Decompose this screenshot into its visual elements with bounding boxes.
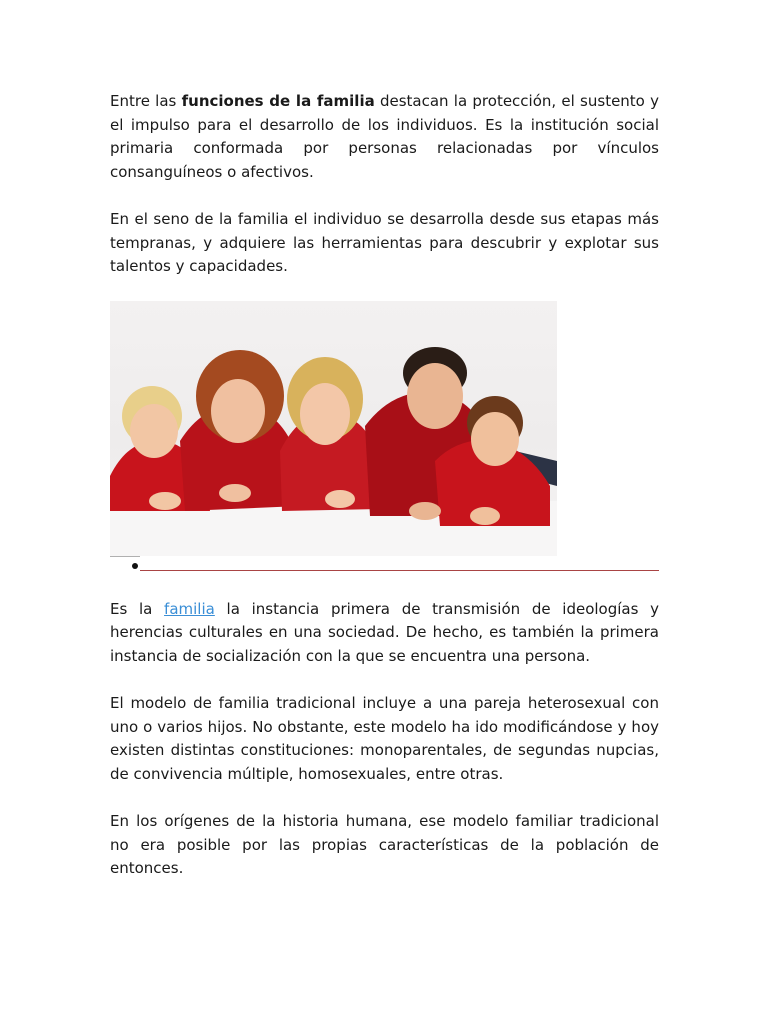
- text-run: Es la: [110, 599, 165, 618]
- text-run: destacan la protección, el sustento y el impulso para el desarrollo de los individuos. Es la institución social primaria conformada por personas relacionadas por vínculos consanguíneos o afectivos.: [110, 92, 659, 181]
- paragraph-modelo-tradicional: El modelo de familia tradicional incluye a una pareja heterosexual con uno o varios hijos. No obstante, este modelo ha ido modificándose y hoy existen distintas constituciones: monoparentales, de segundas nupcias, de convivencia múltiple, homosexuales, entre otras.: [110, 694, 659, 783]
- family-photo: [110, 301, 557, 556]
- text-run: la instancia primera de transmisión de ideologías y herencias culturales en una sociedad. De hecho, es también la primera instancia de socialización con la que se encuentra una persona.: [110, 599, 659, 665]
- horizontal-rule: [140, 570, 659, 571]
- paragraph-instancia: [110, 598, 659, 669]
- bold-phrase: funciones de la familia: [181, 92, 375, 110]
- separator: [110, 556, 659, 578]
- paragraph-origenes: En los orígenes de la historia humana, ese modelo familiar tradicional no era posible por las propias características de la población de entonces.: [110, 812, 659, 877]
- text-run: Entre las: [110, 92, 182, 110]
- separator-stub: [110, 556, 140, 557]
- family-illustration: [110, 301, 557, 556]
- familia-link[interactable]: familia: [164, 599, 215, 618]
- bullet-point: [132, 563, 138, 569]
- paragraph-funciones: [110, 90, 659, 184]
- document-page: [110, 90, 659, 881]
- paragraph-seno-familia: En el seno de la familia el individuo se desarrolla desde sus etapas más tempranas, y adquiere las herramientas para descubrir y explotar sus talentos y capacidades.: [110, 210, 659, 275]
